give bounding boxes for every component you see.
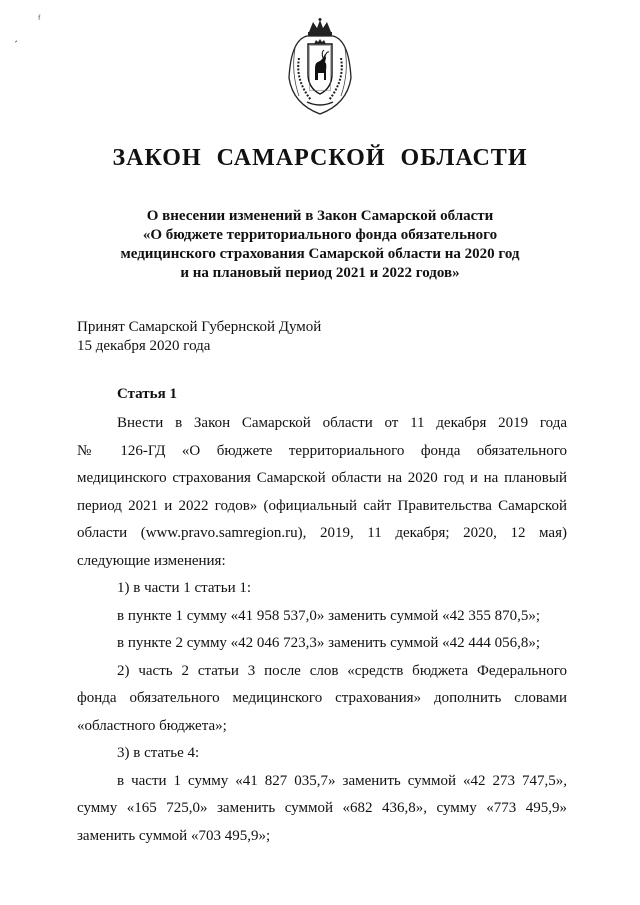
article-title: Статья 1 — [117, 386, 177, 402]
paragraph-line: в части 1 сумму «41 827 035,7» заменить суммой «42 273 747,5», — [117, 772, 567, 789]
scan-mark: ˊ — [14, 38, 18, 52]
paragraph-line: области (www.pravo.samregion.ru), 2019, 11 декабря; 2020, 12 мая) — [77, 525, 567, 541]
paragraph-line: сумму «165 725,0» заменить суммой «682 436,8», сумму «773 495,9» — [77, 800, 567, 816]
paragraph-line: следующие изменения: — [77, 552, 226, 569]
subtitle-line: медицинского страхования Самарской области на 2020 год — [120, 246, 520, 262]
paragraph-line: медицинского страхования Самарской области на 2020 год и на плановый — [77, 470, 567, 486]
document-subtitle — [100, 207, 540, 283]
paragraph-line: № 126-ГД «О бюджете территориального фонда обязательного — [77, 442, 567, 459]
adoption-info — [77, 318, 321, 356]
article-body — [77, 410, 567, 850]
subtitle-line: «О бюджете территориального фонда обязательного — [142, 227, 498, 243]
adoption-body: Принят Самарской Губернской Думой — [77, 319, 322, 335]
list-item: 1) в части 1 статьи 1: — [117, 580, 252, 596]
adoption-date: 15 декабря 2020 года — [77, 338, 211, 354]
list-item: в пункте 1 сумму «41 958 537,0» заменить суммой «42 355 870,5»; — [117, 607, 541, 624]
paragraph-line: заменить суммой «703 495,9»; — [77, 827, 271, 844]
document-title: ЗАКОН САМАРСКОЙ ОБЛАСТИ — [112, 145, 528, 171]
scan-mark: ᶠ — [38, 12, 41, 26]
paragraph-line: 2) часть 2 статьи 3 после слов «средств бюджета Федерального — [117, 662, 567, 679]
paragraph-line: период 2021 и 2022 годов» (официальный сайт Правительства Самарской — [77, 497, 567, 514]
coat-of-arms-icon — [285, 18, 355, 116]
list-item: в пункте 2 сумму «42 046 723,3» заменить суммой «42 444 056,8»; — [117, 635, 541, 651]
subtitle-line: и на плановый период 2021 и 2022 годов» — [180, 265, 460, 281]
paragraph-line: Внести в Закон Самарской области от 11 декабря 2019 года — [117, 415, 567, 431]
paragraph-line: фонда обязательного медицинского страхования» дополнить словами — [77, 690, 567, 706]
paragraph-line: «областного бюджета»; — [77, 717, 227, 734]
subtitle-line: О внесении изменений в Закон Самарской области — [146, 208, 494, 224]
list-item: 3) в статье 4: — [117, 745, 200, 761]
